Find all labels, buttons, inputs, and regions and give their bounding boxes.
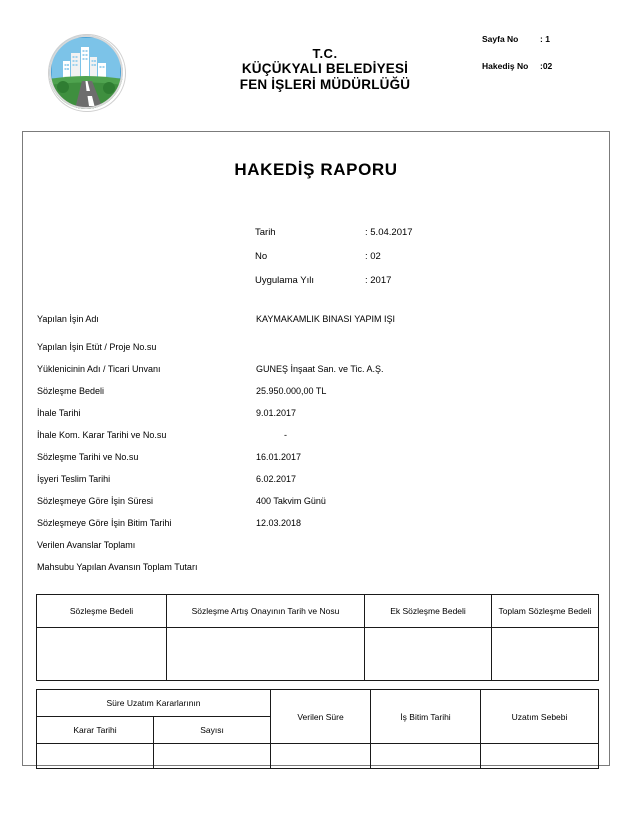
detail-row-sozlesme-bedeli — [36, 386, 596, 408]
detail-key-etut-proje: Yapılan İşin Etüt / Proje No.su — [37, 342, 157, 352]
extension-cell-sayisi — [154, 744, 271, 769]
contract-cell-sozlesme-bedeli — [37, 628, 167, 681]
contract-col-artis-onayi: Sözleşme Artış Onayının Tarih ve Nosu — [167, 595, 365, 628]
org-line-tc: T.C. — [312, 46, 338, 61]
hakedis-no-label: Hakediş No — [482, 60, 529, 71]
info-value-uygulama-yili: : 2017 — [365, 275, 392, 286]
detail-value-is-suresi: 400 Takvim Günü — [256, 496, 326, 506]
org-line-municipality: KÜÇÜKYALI BELEDİYESİ — [241, 61, 409, 77]
detail-row-etut-proje — [36, 342, 596, 364]
detail-row-isyeri-teslim — [36, 474, 596, 496]
extension-cell-is-bitim-tarihi — [371, 744, 481, 769]
info-key-tarih: Tarih — [255, 227, 276, 238]
detail-key-ihale-tarihi: İhale Tarihi — [37, 408, 81, 418]
contract-col-toplam-sozlesme-bedeli: Toplam Sözleşme Bedeli — [492, 595, 599, 628]
contract-cell-artis-onayi — [167, 628, 365, 681]
detail-row-is-suresi — [36, 496, 596, 518]
detail-value-ihale-tarihi: 9.01.2017 — [256, 408, 297, 418]
detail-key-is-adi: Yapılan İşin Adı — [37, 314, 99, 324]
page-no-value: : 1 — [540, 34, 550, 44]
detail-key-yuklenici: Yüklenicinin Adı / Ticari Unvanı — [37, 364, 161, 374]
page-no-label: Sayfa No — [482, 34, 519, 44]
extension-table — [36, 689, 599, 769]
extension-col-verilen-sure: Verilen Süre — [271, 690, 371, 744]
extension-cell-karar-tarihi — [37, 744, 154, 769]
detail-value-is-bitim-tarihi: 12.03.2018 — [256, 518, 302, 528]
detail-row-ihale-tarihi — [36, 408, 596, 430]
detail-key-is-suresi: Sözleşmeye Göre İşin Süresi — [37, 496, 154, 506]
detail-key-isyeri-teslim: İşyeri Teslim Tarihi — [37, 474, 111, 484]
project-details — [36, 314, 596, 584]
extension-col-sayisi: Sayısı — [154, 717, 271, 744]
info-row-uygulama-yili — [255, 275, 505, 286]
detail-value-sozlesme-tarihi: 16.01.2017 — [256, 452, 302, 462]
detail-key-mahsup-avans: Mahsubu Yapılan Avansın Toplam Tutarı — [37, 562, 198, 572]
detail-value-is-adi: KAYMAKAMLIK BINASI YAPIM IŞI — [256, 314, 396, 324]
info-row-no — [255, 251, 505, 262]
extension-cell-uzatim-sebebi — [481, 744, 599, 769]
contract-cell-ek-sozlesme-bedeli — [365, 628, 492, 681]
detail-row-verilen-avanslar — [36, 540, 596, 562]
report-top-info — [255, 227, 505, 299]
document-header — [0, 26, 634, 116]
detail-key-ihale-kom-karar: İhale Kom. Karar Tarihi ve No.su — [37, 430, 167, 440]
extension-col-is-bitim-tarihi: İş Bitim Tarihi — [371, 690, 481, 744]
contract-table — [36, 594, 599, 681]
meta-row-page-no — [482, 34, 612, 45]
info-key-uygulama-yili: Uygulama Yılı — [255, 275, 314, 286]
detail-key-is-bitim-tarihi: Sözleşmeye Göre İşin Bitim Tarihi — [37, 518, 172, 528]
organization-title — [180, 46, 470, 93]
municipality-logo-icon — [48, 34, 126, 112]
report-frame — [22, 131, 610, 766]
detail-row-sozlesme-tarihi — [36, 452, 596, 474]
extension-col-uzatim-sebebi: Uzatım Sebebi — [481, 690, 599, 744]
info-value-tarih: : 5.04.2017 — [365, 227, 413, 238]
detail-key-sozlesme-tarihi: Sözleşme Tarihi ve No.su — [37, 452, 139, 462]
extension-col-karar-tarihi: Karar Tarihi — [37, 717, 154, 744]
info-value-no: : 02 — [365, 251, 381, 262]
detail-row-ihale-kom-karar — [36, 430, 596, 452]
table-header-row — [37, 595, 599, 628]
detail-row-is-bitim-tarihi — [36, 518, 596, 540]
detail-value-sozlesme-bedeli: 25.950.000,00 TL — [256, 386, 327, 396]
hakedis-no-value: :02 — [540, 60, 553, 71]
contract-cell-toplam-sozlesme-bedeli — [492, 628, 599, 681]
table-row — [37, 744, 599, 769]
detail-value-isyeri-teslim: 6.02.2017 — [256, 474, 297, 484]
detail-value-yuklenici: GUNEŞ İnşaat San. ve Tic. A.Ş. — [256, 364, 384, 374]
detail-row-is-adi — [36, 314, 596, 342]
detail-value-ihale-kom-karar: - — [284, 430, 288, 440]
detail-row-yuklenici — [36, 364, 596, 386]
page-title: HAKEDİŞ RAPORU — [234, 160, 398, 179]
detail-key-verilen-avanslar: Verilen Avanslar Toplamı — [37, 540, 136, 550]
header-meta — [482, 34, 612, 87]
table-row — [37, 628, 599, 681]
org-line-directorate: FEN İŞLERİ MÜDÜRLÜĞÜ — [239, 77, 411, 93]
detail-key-sozlesme-bedeli: Sözleşme Bedeli — [37, 386, 105, 396]
info-key-no: No — [255, 251, 268, 262]
contract-col-sozlesme-bedeli: Sözleşme Bedeli — [37, 595, 167, 628]
meta-row-hakedis-no — [482, 61, 612, 72]
info-row-tarih — [255, 227, 505, 238]
contract-col-ek-sozlesme-bedeli: Ek Sözleşme Bedeli — [365, 595, 492, 628]
table-header-row-group — [37, 690, 599, 717]
extension-cell-verilen-sure — [271, 744, 371, 769]
detail-row-mahsup-avans — [36, 562, 596, 584]
extension-group-header: Süre Uzatım Kararlarının — [37, 690, 271, 717]
